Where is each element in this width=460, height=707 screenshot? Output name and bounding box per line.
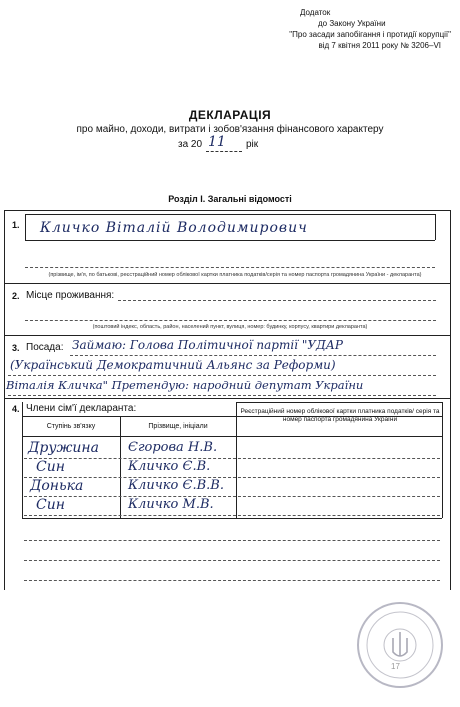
family-name-2: Кличко Є.В.: [128, 459, 211, 474]
table-header-name: Прізвище, ініціали: [148, 423, 208, 430]
field-4-label: Члени сім'ї декларанта:: [26, 403, 137, 414]
year-prefix: за 20: [178, 139, 203, 150]
family-relation-4: Син: [36, 497, 65, 513]
blank-line-2: [24, 560, 440, 561]
field-2-label: Місце проживання:: [26, 290, 115, 301]
stamp-seal-icon: [355, 600, 445, 690]
year-suffix: рік: [246, 139, 259, 150]
position-underline-3: [8, 395, 436, 396]
annex-line-2: до Закону України: [318, 19, 386, 28]
official-stamp: [355, 600, 445, 690]
stamp-page-number: 17: [391, 662, 400, 671]
annex-line-4: від 7 квітня 2011 року № 3206–VI: [318, 41, 441, 50]
position-line-2: (Український Демократичний Альянс за Реформи): [10, 358, 336, 372]
year-value: 11: [208, 134, 226, 150]
section-heading: Розділ І. Загальні відомості: [168, 194, 292, 204]
family-row-line-2: [24, 477, 440, 478]
field-4-divider: [4, 398, 450, 399]
field-1-number: 1.: [12, 220, 20, 230]
field-2-number: 2.: [12, 291, 20, 301]
position-underline-1: [70, 355, 436, 356]
family-relation-1: Дружина: [28, 440, 99, 456]
table-right-border: [442, 402, 443, 518]
position-line-1: Займаю: Голова Політичної партії "УДАР: [72, 338, 343, 352]
field-3-divider: [4, 335, 450, 336]
family-name-4: Кличко М.В.: [128, 497, 214, 512]
family-name-1: Єгорова Н.В.: [128, 440, 218, 455]
position-underline-2: [8, 375, 436, 376]
field-1-extra-line: [25, 267, 435, 268]
document-title: ДЕКЛАРАЦІЯ: [188, 108, 272, 122]
table-header-tax-id: Реєстраційний номер облікової картки платника податків/ серія та номер паспорта громадянина України: [240, 408, 440, 423]
field-1-box-left: [25, 214, 26, 240]
field-2-caption: (поштовий індекс, область, район, населений пункт, вулиця, номер: будинку, корпусу, квартири декларанта): [92, 324, 368, 330]
residence-line-1: [118, 300, 436, 301]
declarant-name: Кличко Віталій Володимирович: [40, 220, 308, 236]
family-row-line-3: [24, 496, 440, 497]
field-1-box-bottom: [25, 240, 435, 241]
document-subtitle: про майно, доходи, витрати і зобов'язання фінансового характеру: [76, 124, 384, 135]
field-1-caption: (прізвище, ім'я, по батькові, реєстраційний номер облікової картки платника податків/серія та номер паспорта громадянина України - декларанта): [48, 272, 422, 278]
field-2-divider: [4, 283, 450, 284]
field-4-number: 4.: [12, 404, 20, 414]
table-right-top-border: [236, 402, 442, 403]
blank-line-1: [24, 540, 440, 541]
table-bottom-border: [22, 518, 442, 519]
form-right-border: [450, 210, 451, 590]
family-name-3: Кличко Є.В.В.: [128, 478, 224, 493]
field-3-label: Посада:: [26, 342, 64, 353]
form-top-border: [4, 210, 450, 211]
table-col-divider-1: [120, 416, 121, 518]
field-1-box-top: [25, 214, 435, 215]
form-left-border: [4, 210, 5, 590]
family-relation-2: Син: [36, 459, 65, 475]
annex-line-1: Додаток: [300, 8, 331, 17]
residence-line-2: [25, 320, 436, 321]
year-underline: [206, 151, 242, 152]
annex-line-3: "Про засади запобігання і протидії корупції": [289, 30, 451, 39]
field-1-box-right: [435, 214, 436, 240]
field-3-number: 3.: [12, 343, 20, 353]
family-row-line-1: [24, 458, 440, 459]
table-header-relation: Ступінь зв'язку: [46, 423, 96, 430]
family-relation-3: Донька: [30, 478, 84, 494]
family-row-line-4: [24, 515, 440, 516]
table-left-border: [22, 402, 23, 518]
blank-line-3: [24, 580, 440, 581]
position-line-3: Віталія Кличка" Претендую: народний депутат України: [6, 378, 364, 392]
table-header-bottom: [22, 436, 442, 437]
table-col-divider-2: [236, 402, 237, 518]
